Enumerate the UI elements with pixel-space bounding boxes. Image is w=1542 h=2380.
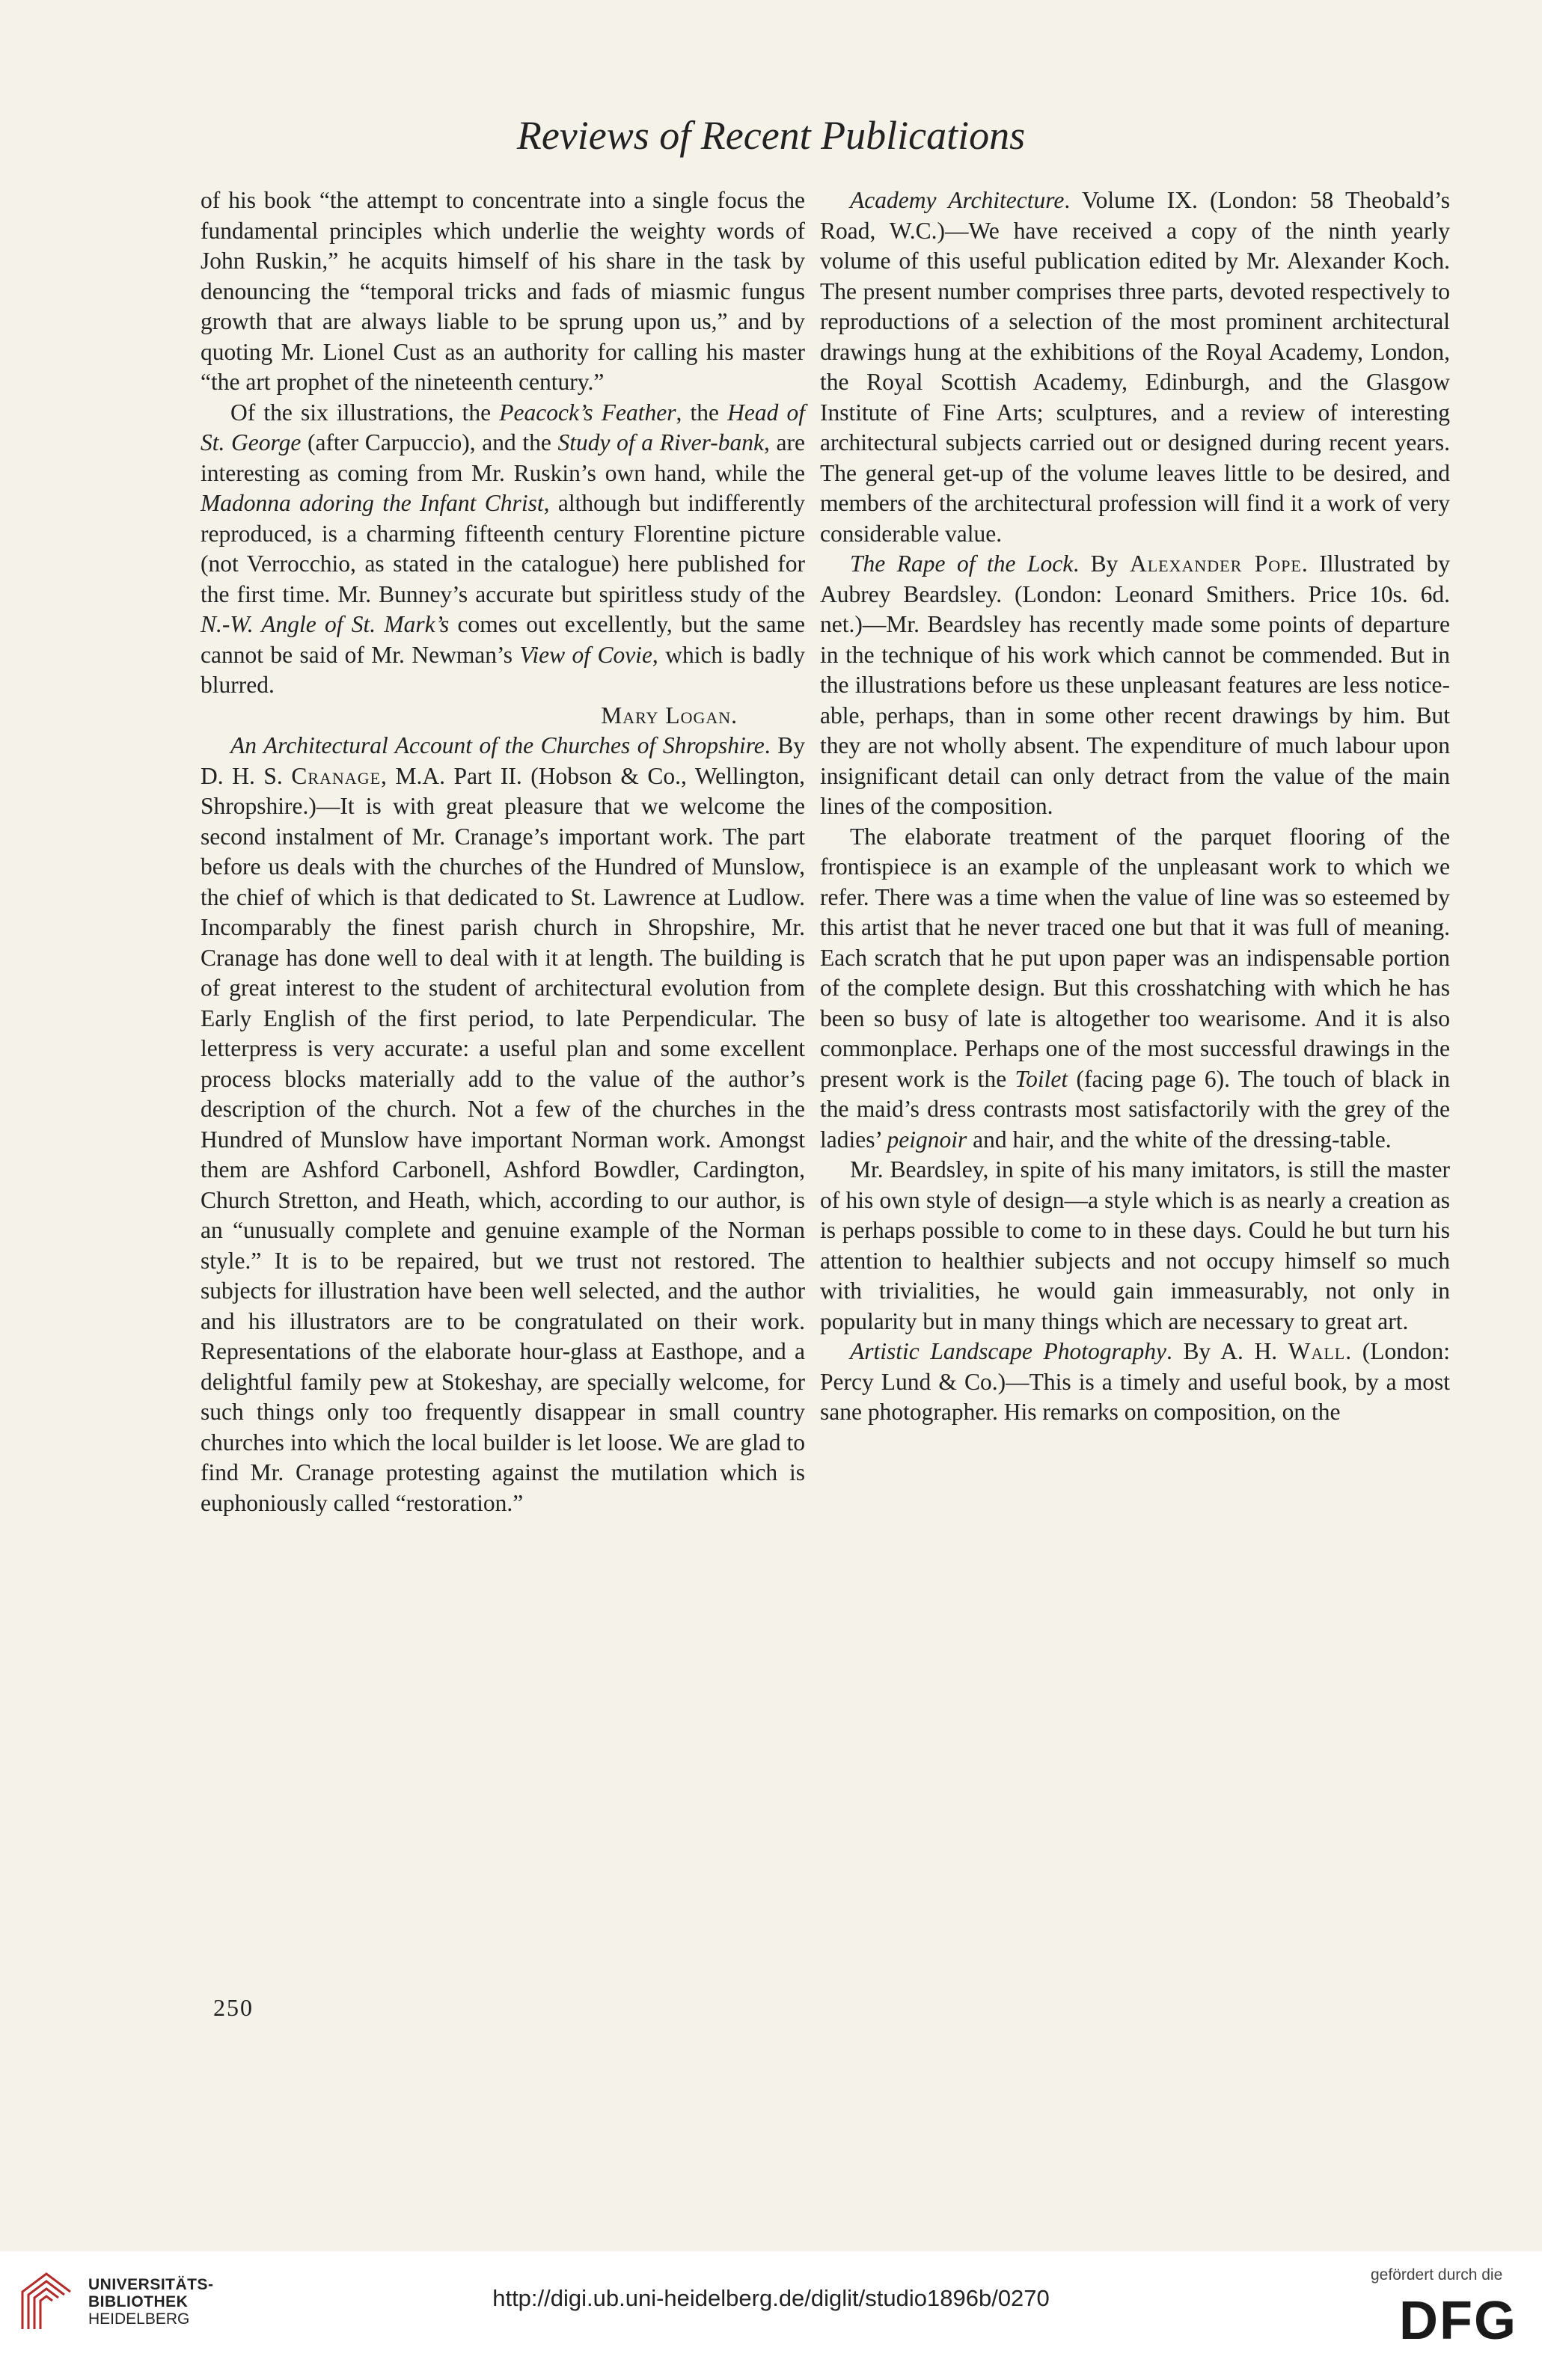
right-column	[820, 185, 1450, 1428]
review-signature: Mary Logan.	[601, 702, 738, 729]
paragraph: of his book “the attempt to concentrate into a single focus the fundamental principles which underlie the weighty words of John Ruskin,” he acquits himself of his share in the task by denouncing the “temporal tricks and fads of miasmic fungus growth that are always liable to be sprung upon us,” and by quoting Mr. Lionel Cust as an authority for calling his master “the art prophet of the nineteenth century.”	[201, 187, 805, 395]
paragraph: Mr. Beardsley, in spite of his many imitators, is still the master of his own style of design—a style which is as nearly a creation as is perhaps possible to come to in these days. Could he but turn his attention to healthier subjects and not occupy himself so much with trivialities, he would gain immeasurably, not only in popularity but in many things which are necessary to great art.	[820, 1156, 1450, 1334]
paragraph: An Architectural Account of the Churches of Shropshire. By D. H. S. Cranage, M.A. Part II. (Hobson & Co., Wellington, Shropshire.)—It is with great pleasure that we welcome the second instalment of Mr. Cranage’s important work. The part before us deals with the churches of the Hundred of Munslow, the chief of which is that dedicated to St. Lawrence at Ludlow. Incomparably the finest parish church in Shropshire, Mr. Cranage has done well to deal with it at length. The building is of great interest to the student of architectural evolution from Early English of the first period, to late Perpendicular. The letterpress is very accurate: a useful plan and some excellent process blocks materially add to the value of the author’s description of the church. Not a few of the churches in the Hundred of Munslow have important Norman work. Amongst them are Ashford Carbonell, Ashford Bowdler, Cardington, Church Stretton, and Heath, which, according to our author, is an “unusually complete and genuine example of the Norman style.” It is to be repaired, but we trust not restored. The subjects for illustration have been well selected, and the author and his illustrators are to be congratulated on their work. Representations of the elaborate hour-glass at Easthope, and a delightful family pew at Stokeshay, are specially welcome, for such things only too frequently disappear in small country churches into which the local builder is let loose. We are glad to find Mr. Cranage protesting against the mutilation which is euphoniously called “restoration.”	[201, 732, 805, 1516]
footer-bar	[0, 2251, 1542, 2380]
paragraph: The elaborate treatment of the parquet flooring of the frontispiece is an example of the unpleasant work to which we refer. There was a time when the value of line was so esteemed by this artist that he never traced one but that it was full of meaning. Each scratch that he put upon paper was an indispensable portion of the complete design. But this crosshatching with which he has been so busy of late is altogether too wearisome. And it is also commonplace. Perhaps one of the most successful drawings in the present work is the Toilet (facing page 6). The touch of black in the maid’s dress contrasts most satisfactorily with the grey of the ladies’ peignoir and hair, and the white of the dressing-table.	[820, 823, 1450, 1153]
dfg-logo: DFG	[1399, 2291, 1517, 2351]
paragraph: Artistic Landscape Photography. By A. H. Wall. (London: Percy Lund & Co.)—This is a timely and useful book, by a most sane photographer. His remarks on composition, on the	[820, 1338, 1450, 1425]
source-url-link[interactable]: http://digi.ub.uni-heidelberg.de/diglit/studio1896b/0270	[492, 2285, 1050, 2311]
paragraph: The Rape of the Lock. By Alexander Pope. Illustrated by Aubrey Beardsley. (London: Leonard Smithers. Price 10s. 6d. net.)—Mr. Beardsley has recently made some points of departure in the technique of his work which cannot be commended. But in the illustrations before us these unpleasant features are less noticeable, perhaps, than in some other recent drawings by him. But they are not wholly absent. The expenditure of much labour upon insignificant detail can only detract from the value of the main lines of the composition.	[820, 550, 1450, 819]
paragraph: Academy Architecture. Volume IX. (London: 58 Theobald’s Road, W.C.)—We have received a copy of the ninth yearly volume of this useful publication edited by Mr. Alexander Koch. The present number comprises three parts, devoted respectively to reproductions of a selection of the most prominent architectural drawings hung at the exhibitions of the Royal Academy, London, the Royal Scottish Academy, Edinburgh, and the Glasgow Institute of Fine Arts; sculptures, and a review of interesting architectural subjects carried out or designed during recent years. The general get-up of the volume leaves little to be desired, and members of the architectural profession will find it a work of very considerable value.	[820, 187, 1450, 547]
funding-note: gefördert durch die	[1371, 2266, 1503, 2284]
left-column	[201, 185, 805, 1518]
library-name: UNIVERSITÄTS- BIBLIOTHEK HEIDELBERG	[88, 2276, 214, 2328]
page-number: 250	[213, 1994, 254, 2021]
paragraph: Of the six illustrations, the Peacock’s Feather, the Head of St. George (after Carpuccio), and the Study of a River-bank, are interesting as coming from Mr. Ruskin’s own hand, while the Madonna adoring the Infant Christ, although but indifferently reproduced, is a charming fifteenth century Florentine picture (not Verrocchio, as stated in the catalogue) here published for the first time. Mr. Bunney’s accurate but spiritless study of the N.-W. Angle of St. Mark’s comes out excellently, but the same cannot be said of Mr. Newman’s View of Covie, which is badly blurred.	[201, 399, 806, 698]
page-title: Reviews of Recent Publications	[516, 113, 1026, 158]
